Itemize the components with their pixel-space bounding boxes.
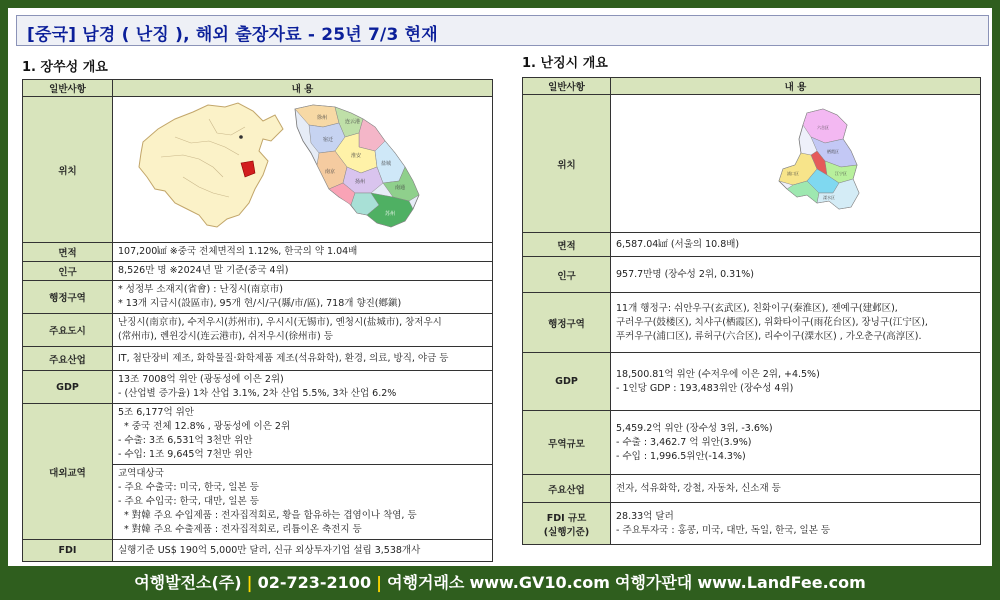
row-label-cities: 주요도시: [23, 314, 113, 347]
row-label-admin: 행정구역: [523, 293, 611, 353]
nanjing-map-image: [611, 95, 979, 229]
jiangsu-table: [22, 79, 493, 562]
row-label-trade: 대외교역: [23, 404, 113, 540]
header-bar: [16, 15, 989, 46]
area-value: 107,200㎢ ※중국 전체면적의 1.12%, 한국의 약 1.04배: [113, 243, 493, 262]
row-label-population: 인구: [523, 257, 611, 293]
footer-separator: |: [376, 573, 383, 592]
svg-text:徐州: 徐州: [317, 115, 328, 121]
fdi-value: 28.33억 달러 - 주요투자국 : 홍콩, 미국, 대만, 독일, 한국, 일본 등: [611, 503, 981, 545]
left-section-title: 1. 장쑤성 개요: [22, 60, 108, 75]
industry-value: 전자, 석유화학, 강철, 자동차, 신소재 등: [611, 475, 981, 503]
footer-company: 여행발전소(주): [134, 573, 242, 592]
area-value: 6,587.04㎢ (서울의 10.8배): [611, 233, 981, 257]
svg-text:宿迁: 宿迁: [323, 137, 334, 143]
svg-text:栖霞区: 栖霞区: [827, 149, 839, 154]
col-header-general: 일반사항: [23, 80, 113, 97]
gdp-value: 18,500.81억 위안 (수저우에 이은 2위, +4.5%) - 1인당 GDP : 193,483위안 (장수성 4위): [611, 353, 981, 411]
row-label-industry: 주요산업: [23, 347, 113, 371]
nanjing-table: [522, 77, 981, 545]
row-label-admin: 행정구역: [23, 281, 113, 314]
row-label-location: 위치: [23, 97, 113, 243]
row-label-fdi: FDI: [23, 540, 113, 562]
page-frame: [8, 8, 992, 566]
svg-text:扬州: 扬州: [355, 179, 366, 185]
nanjing-map-cell: [611, 95, 981, 233]
footer-board-label: 여행가판대: [614, 573, 693, 592]
admin-value: 11개 행정구: 쉬안우구(玄武区), 친화이구(秦淮区), 젠예구(建邺区), 구러우구(鼓楼区), 치샤구(栖霞区), 위화타이구(雨花台区), 장닝구(江宁区), 푸커우구(浦口区), 류허구(六合区), 리수이구(溧水区) , 가오춘구(高淳区).: [611, 293, 981, 353]
population-value: 8,526만 명 ※2024년 말 기준(중국 4위): [113, 262, 493, 281]
row-label-area: 면적: [523, 233, 611, 257]
row-label-location: 위치: [523, 95, 611, 233]
footer-bar: [0, 566, 1000, 600]
fdi-value: 실행기준 US$ 190억 5,000만 달러, 신규 외상투자기업 설립 3,538개사: [113, 540, 493, 562]
industry-value: IT, 첨단장비 제조, 화학물질·화학제품 제조(석유화학), 환경, 의료, 방직, 야금 등: [113, 347, 493, 371]
svg-text:南通: 南通: [395, 185, 406, 191]
svg-text:盐城: 盐城: [381, 161, 392, 167]
row-label-gdp: GDP: [23, 371, 113, 404]
svg-text:浦口区: 浦口区: [787, 171, 799, 176]
trade-value: 5조 6,177억 위안 * 중국 전체 12.8% , 광동성에 이은 2위 - 수출: 3조 6,531억 3천만 위안 - 수입: 1조 9,645억 7천만 위안: [113, 404, 493, 465]
gdp-value: 13조 7008억 위안 (광동성에 이은 2위) - (산업별 증가율) 1차 산업 3.1%, 2차 산업 5.5%, 3차 산업 6.2%: [113, 371, 493, 404]
footer-phone[interactable]: 02-723-2100: [257, 573, 372, 592]
footer-exchange-link[interactable]: www.GV10.com: [469, 573, 610, 592]
svg-text:苏州: 苏州: [385, 211, 396, 217]
right-section-title: 1. 난징시 개요: [522, 56, 608, 71]
col-header-general: 일반사항: [523, 78, 611, 95]
admin-value: * 성정부 소재지(省會) : 난징시(南京市) * 13개 지급시(設區市), 95개 현/시/구(縣/市/區), 718개 향진(鄕鎭): [113, 281, 493, 314]
footer-exchange-label: 여행거래소: [387, 573, 465, 592]
page-title: [중국] 남경 ( 난징 ), 해외 출장자료 - 25년 7/3 현재: [27, 25, 438, 45]
row-label-area: 면적: [23, 243, 113, 262]
row-label-trade: 무역규모: [523, 411, 611, 475]
svg-text:淮安: 淮安: [351, 153, 362, 159]
trade-partners-value: 교역대상국 - 주요 수출국: 미국, 한국, 일본 등 - 주요 수입국: 한국, 대만, 일본 등 * 對韓 주요 수입제품 : 전자집적회로, 황을 함유하는 겹염이나 착염, 등 * 對韓 주요 수출제품 : 전자집적회로, 리튬이온 축전지 등: [113, 465, 493, 540]
population-value: 957.7만명 (장수성 2위, 0.31%): [611, 257, 981, 293]
footer-board-link[interactable]: www.LandFee.com: [697, 573, 866, 592]
china-jiangsu-map-image: [113, 97, 491, 239]
svg-text:六合区: 六合区: [817, 125, 829, 130]
row-label-industry: 주요산업: [523, 475, 611, 503]
svg-text:溧水区: 溧水区: [823, 195, 835, 200]
col-header-content: 내 용: [113, 80, 493, 97]
svg-text:连云港: 连云港: [345, 119, 361, 125]
row-label-population: 인구: [23, 262, 113, 281]
svg-text:南京: 南京: [325, 169, 336, 175]
svg-text:江宁区: 江宁区: [835, 171, 847, 176]
row-label-gdp: GDP: [523, 353, 611, 411]
trade-value: 5,459.2억 위안 (장수성 3위, -3.6%) - 수출 : 3,462.7 억 위안(3.9%) - 수입 : 1,996.5위안(-14.3%): [611, 411, 981, 475]
footer-separator: |: [246, 573, 253, 592]
jiangsu-map-cell: [113, 97, 493, 243]
cities-value: 난징시(南京市), 수저우시(苏州市), 우시시(无锡市), 옌청시(盐城市), 창저우시 (常州市), 롄윈강시(连云港市), 쉬저우시(徐州市) 등: [113, 314, 493, 347]
col-header-content: 내 용: [611, 78, 981, 95]
row-label-fdi: FDI 규모 (실행기준): [523, 503, 611, 545]
